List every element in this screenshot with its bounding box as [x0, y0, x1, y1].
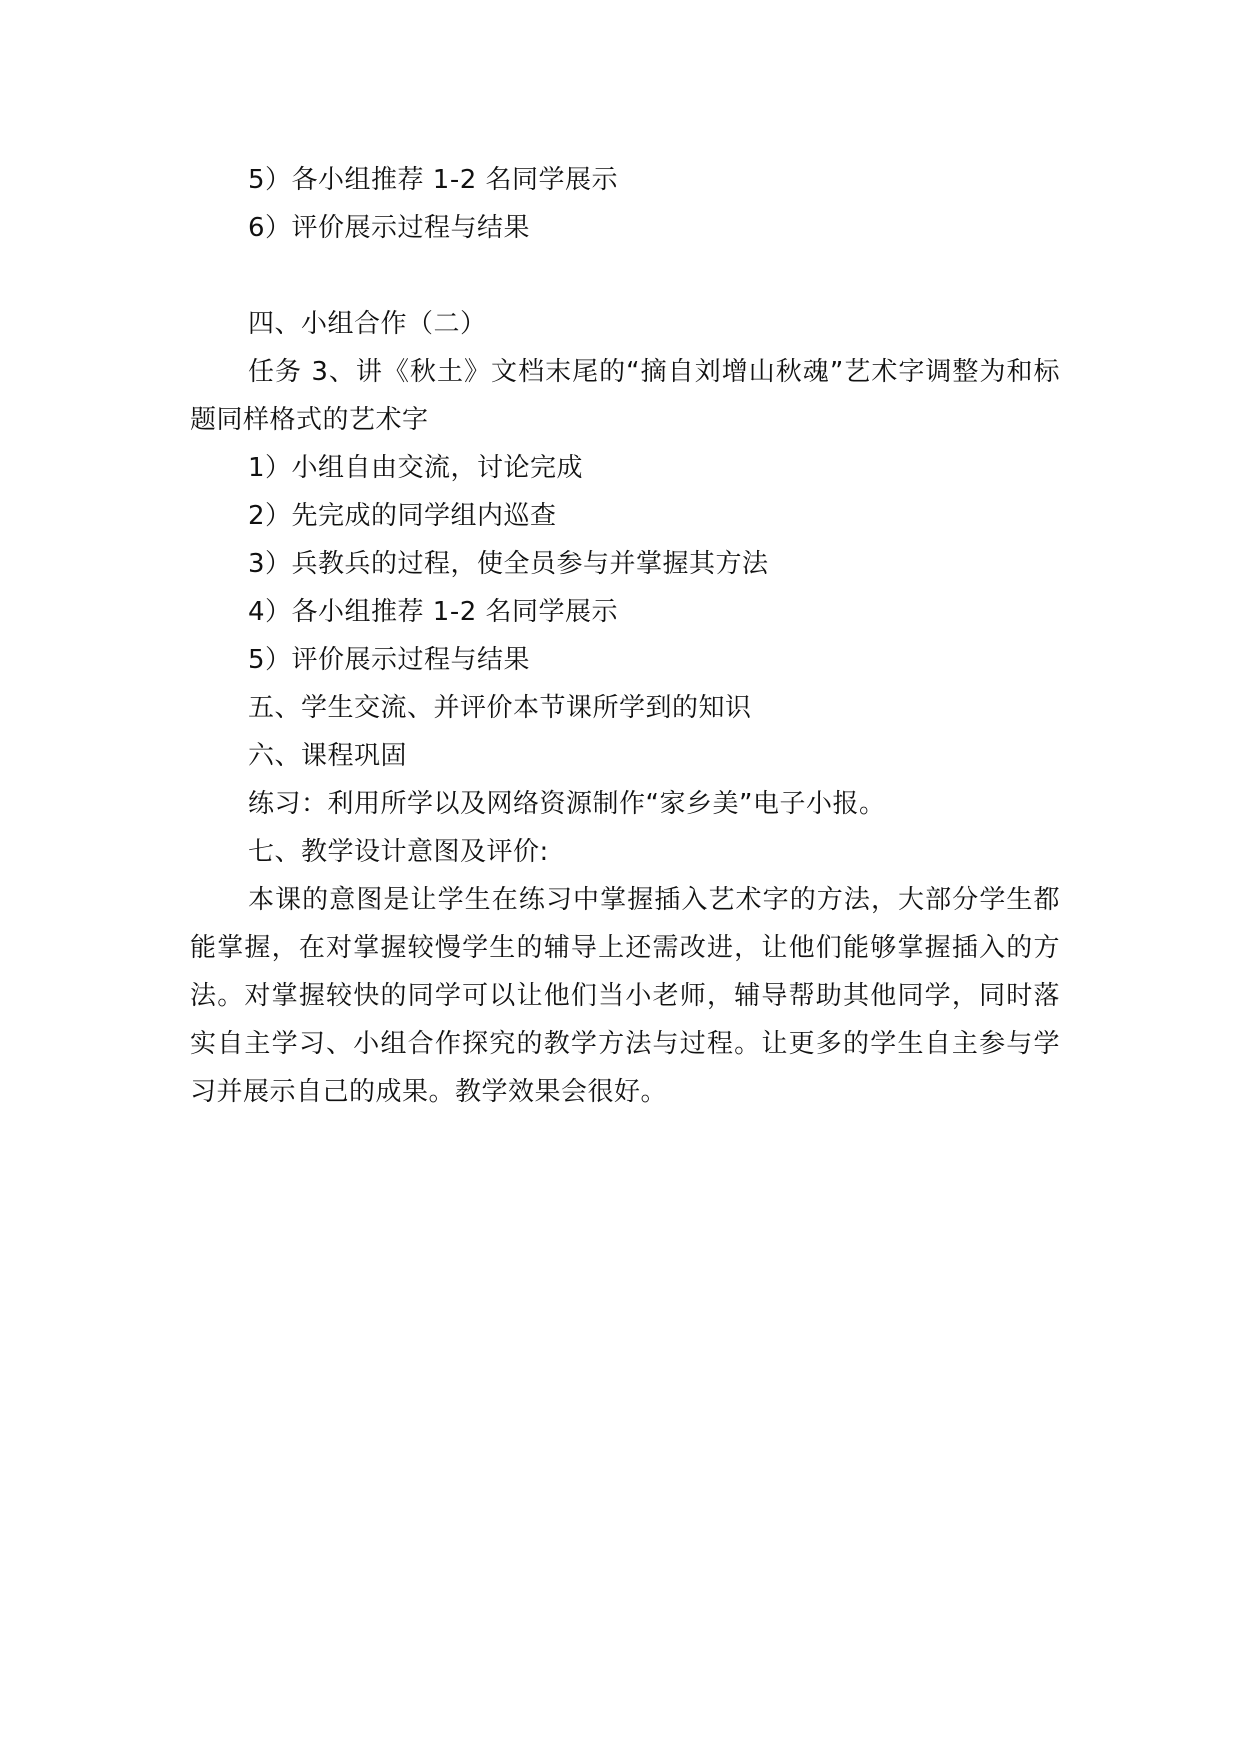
step-line: 4）各小组推荐 1-2 名同学展示	[248, 597, 619, 627]
section-heading: 六、课程巩固	[248, 741, 408, 771]
exercise-line: 练习：利用所学以及网络资源制作“家乡美”电子小报。	[248, 789, 886, 819]
step-line: 3）兵教兵的过程，使全员参与并掌握其方法	[248, 549, 769, 579]
blank-line	[190, 252, 1060, 300]
document-body	[190, 156, 1060, 1116]
step-line: 6）评价展示过程与结果	[248, 213, 531, 243]
step-line: 5）评价展示过程与结果	[248, 645, 531, 675]
step-line: 5）各小组推荐 1-2 名同学展示	[248, 165, 619, 195]
section-heading: 五、学生交流、并评价本节课所学到的知识	[248, 693, 752, 723]
section-heading: 四、小组合作（二）	[248, 309, 487, 339]
step-line: 1）小组自由交流，讨论完成	[248, 453, 584, 483]
closing-paragraph: 本课的意图是让学生在练习中掌握插入艺术字的方法，大部分学生都能掌握，在对掌握较慢学生的辅导上还需改进，让他们能够掌握插入的方法。对掌握较快的同学可以让他们当小老师，辅导帮助其他同学，同时落实自主学习、小组合作探究的教学方法与过程。让更多的学生自主参与学习并展示自己的成果。教学效果会很好。	[190, 885, 1060, 1107]
section-heading: 七、教学设计意图及评价:	[248, 837, 549, 867]
step-line: 2）先完成的同学组内巡查	[248, 501, 557, 531]
task-paragraph: 任务 3、讲《秋土》文档末尾的“摘自刘增山秋魂”艺术字调整为和标题同样格式的艺术字	[190, 357, 1060, 435]
